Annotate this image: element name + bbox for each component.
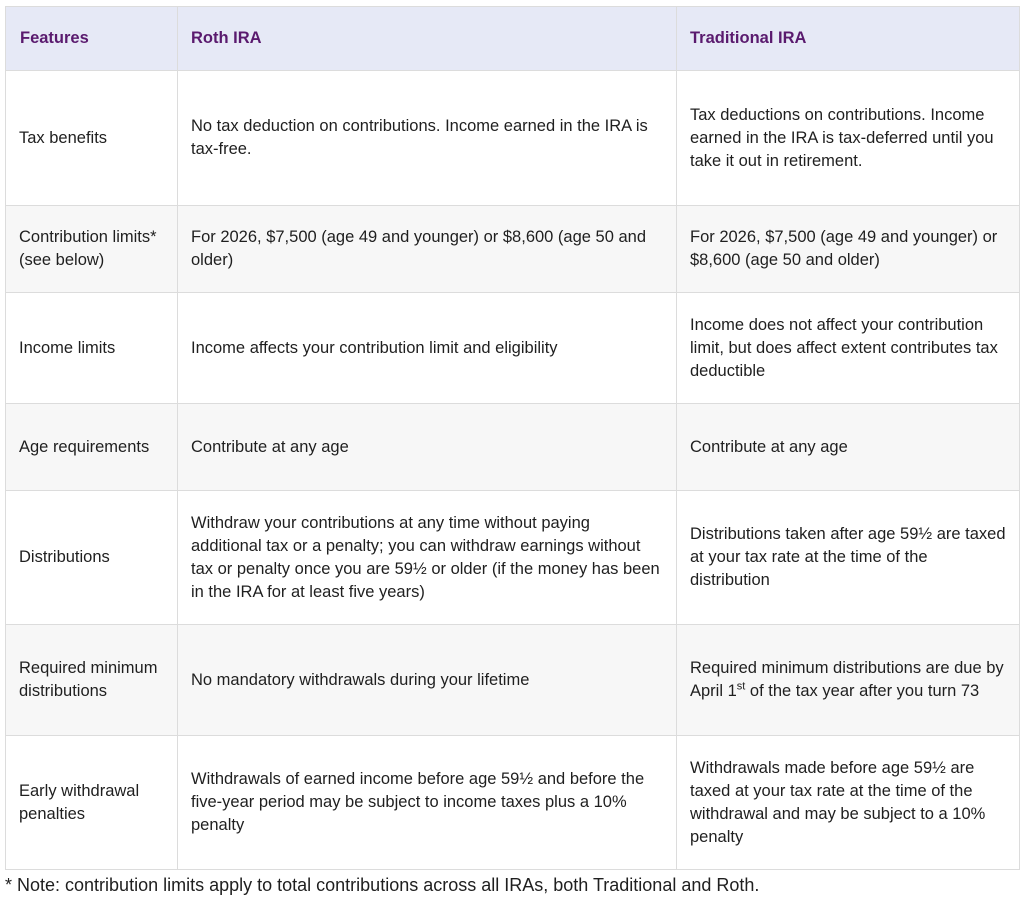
table-header <box>6 7 1020 71</box>
header-features: Features <box>6 7 178 71</box>
ira-comparison-table <box>5 6 1020 870</box>
feature-cell: Contribution limits*(see below) <box>6 206 178 293</box>
table-row <box>6 293 1020 404</box>
table-row <box>6 71 1020 206</box>
roth-cell: Withdrawals of earned income before age 59½ and before the five-year period may be subject to income taxes plus a 10% penalty <box>178 736 677 870</box>
feature-cell: Tax benefits <box>6 71 178 206</box>
table-body <box>6 71 1020 870</box>
roth-cell: Contribute at any age <box>178 404 677 491</box>
feature-cell: Distributions <box>6 491 178 625</box>
traditional-cell: Income does not affect your contribution limit, but does affect extent contributes tax deductible <box>677 293 1020 404</box>
table-row <box>6 491 1020 625</box>
roth-cell: Income affects your contribution limit and eligibility <box>178 293 677 404</box>
table-row <box>6 625 1020 736</box>
roth-cell: No tax deduction on contributions. Income earned in the IRA is tax-free. <box>178 71 677 206</box>
traditional-cell: Contribute at any age <box>677 404 1020 491</box>
roth-cell: For 2026, $7,500 (age 49 and younger) or $8,600 (age 50 and older) <box>178 206 677 293</box>
table-row <box>6 404 1020 491</box>
comparison-table-container <box>5 6 1019 870</box>
feature-cell: Age requirements <box>6 404 178 491</box>
header-roth-ira: Roth IRA <box>178 7 677 71</box>
rmd-text-start: Required minimum distributions are due by April 1 <box>690 659 1004 700</box>
table-row <box>6 206 1020 293</box>
traditional-cell: For 2026, $7,500 (age 49 and younger) or $8,600 (age 50 and older) <box>677 206 1020 293</box>
feature-cell: Required minimum distributions <box>6 625 178 736</box>
footnote: * Note: contribution limits apply to total contributions across all IRAs, both Traditional and Roth. <box>5 875 760 895</box>
ordinal-suffix: st <box>736 680 746 693</box>
feature-cell: Income limits <box>6 293 178 404</box>
rmd-text-end: of the tax year after you turn 73 <box>745 682 980 700</box>
traditional-cell: Withdrawals made before age 59½ are taxed at your tax rate at the time of the withdrawal and may be subject to a 10% penalty <box>677 736 1020 870</box>
header-traditional-ira: Traditional IRA <box>677 7 1020 71</box>
table-row <box>6 736 1020 870</box>
roth-cell: Withdraw your contributions at any time without paying additional tax or a penalty; you can withdraw earnings without tax or penalty once you are 59½ or older (if the money has been in the IRA for at least five years) <box>178 491 677 625</box>
traditional-cell: Distributions taken after age 59½ are taxed at your tax rate at the time of the distribution <box>677 491 1020 625</box>
roth-cell: No mandatory withdrawals during your lifetime <box>178 625 677 736</box>
feature-cell: Early withdrawal penalties <box>6 736 178 870</box>
header-row <box>6 7 1020 71</box>
traditional-cell <box>677 625 1020 736</box>
traditional-cell: Tax deductions on contributions. Income earned in the IRA is tax-deferred until you take it out in retirement. <box>677 71 1020 206</box>
